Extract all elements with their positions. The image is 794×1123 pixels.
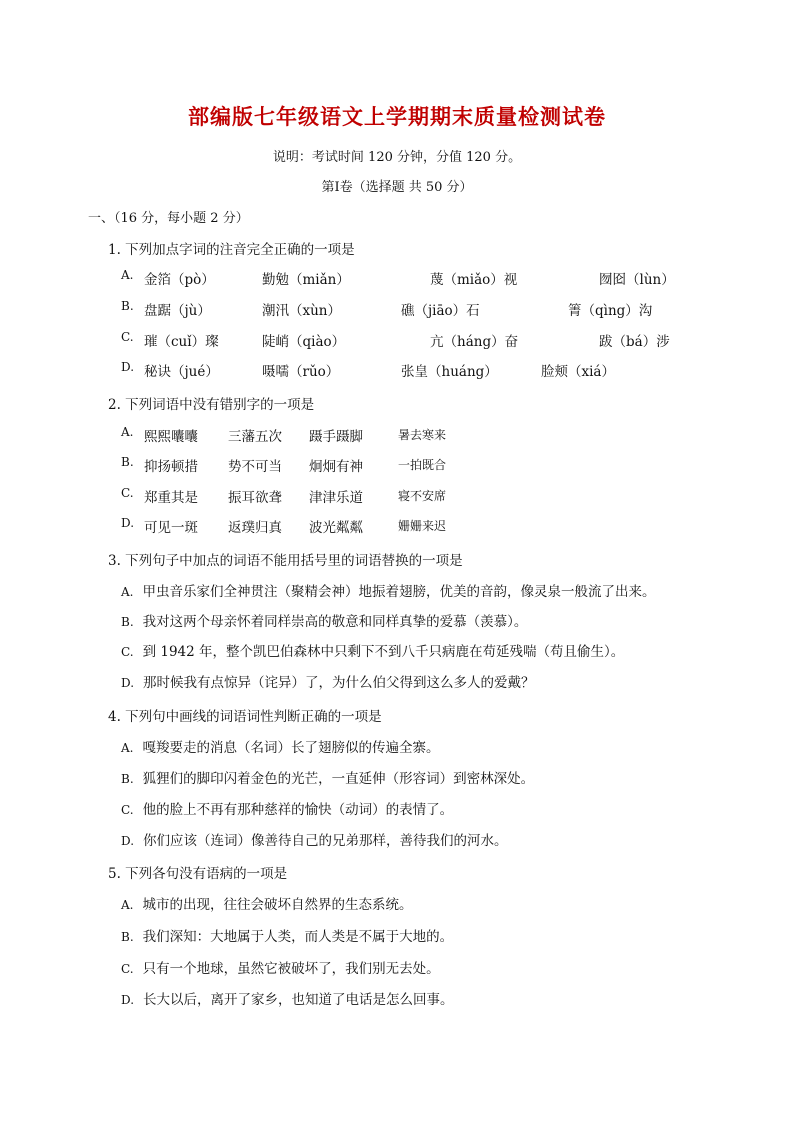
- option-term: 礁（jiāo）石: [401, 303, 480, 319]
- question-3-option-a: [121, 580, 655, 600]
- option-letter: D.: [121, 360, 135, 374]
- question-5-option-c: [121, 957, 440, 977]
- question-3-option-b: [121, 610, 527, 630]
- option-text: 长大以后，离开了家乡，也知道了电话是怎么回事。: [143, 992, 454, 1008]
- option-term: 熙熙囔囔: [144, 429, 198, 445]
- option-text: 嘎羧要走的消息（名词）长了翅膀似的传遍全寨。: [142, 740, 440, 756]
- option-letter: B.: [121, 930, 134, 944]
- option-letter: A.: [121, 425, 134, 439]
- option-term: 亢（háng）奋: [430, 334, 519, 350]
- question-4-option-c: [121, 798, 453, 818]
- option-term: 张皇（huáng）: [401, 364, 498, 380]
- question-2-option-a: [121, 425, 681, 445]
- option-text: 狐狸们的脚印闪着金色的光芒，一直延伸（形容词）到密林深处。: [142, 771, 535, 787]
- option-term: 一拍既合: [398, 458, 447, 472]
- option-term: 金箔（pò）: [144, 272, 215, 288]
- option-letter: C.: [121, 330, 134, 344]
- option-letter: C.: [121, 486, 134, 500]
- section-one-header: 一、（16 分，每小题 2 分）: [88, 211, 249, 226]
- option-term: 囫囵（lùn）: [599, 272, 675, 288]
- question-2-option-c: [121, 486, 681, 506]
- question-5-option-b: [121, 925, 453, 945]
- option-term: 可见一斑: [144, 520, 198, 536]
- question-3-option-c: [121, 640, 624, 660]
- question-1-option-d: [121, 360, 681, 380]
- option-letter: A.: [121, 585, 134, 599]
- option-text: 到 1942 年，整个凯巴伯森林中只剩下不到八千只病鹿在苟延残喘（苟且偷生）。: [142, 644, 625, 660]
- option-letter: C.: [121, 962, 134, 976]
- option-letter: B.: [121, 615, 134, 629]
- option-term: 脸颊（xiá）: [541, 364, 615, 380]
- option-letter: A.: [121, 741, 134, 755]
- question-5-option-a: [121, 893, 412, 913]
- question-5-option-d: [121, 988, 454, 1008]
- option-text: 他的脸上不再有那种慈祥的愉快（动词）的表情了。: [142, 802, 454, 818]
- exam-instructions: 说明：考试时间 120 分钟，分值 120 分。: [272, 150, 522, 165]
- volume-header: 第Ⅰ卷（选择题 共 50 分）: [321, 180, 473, 195]
- option-term: 蹑手蹑脚: [309, 429, 363, 445]
- option-term: 盘踞（jù）: [144, 303, 211, 319]
- option-letter: C.: [121, 803, 134, 817]
- option-term: 璀（cuǐ）璨: [144, 334, 219, 350]
- option-text: 我对这两个母亲怀着同样崇高的敬意和同样真挚的爱慕（羡慕）。: [142, 614, 528, 630]
- question-1-option-c: [121, 330, 681, 350]
- option-term: 蔑（miǎo）视: [430, 272, 518, 288]
- option-term: 嗫嚅（rǔo）: [262, 364, 340, 380]
- option-letter: D.: [121, 993, 135, 1007]
- option-letter: A.: [121, 898, 134, 912]
- option-term: 津津乐道: [309, 490, 363, 506]
- question-2-stem: 2. 下列词语中没有错别字的一项是: [108, 397, 315, 413]
- option-letter: B.: [121, 299, 134, 313]
- question-4-option-b: [121, 767, 534, 787]
- option-term: 暑去寒来: [398, 428, 447, 442]
- option-term: 炯炯有神: [309, 459, 363, 475]
- option-letter: A.: [121, 268, 134, 282]
- question-1-option-a: [121, 268, 681, 288]
- option-text: 你们应该（连词）像善待自己的兄弟那样，善待我们的河水。: [143, 833, 508, 849]
- option-term: 势不可当: [228, 459, 282, 475]
- option-text: 城市的出现，往往会破坏自然界的生态系统。: [142, 897, 413, 913]
- option-text: 我们深知：大地属于人类，而人类是不属于大地的。: [142, 929, 454, 945]
- option-term: 姗姗来迟: [398, 519, 447, 533]
- question-3-option-d: [121, 671, 535, 691]
- option-term: 波光粼粼: [309, 520, 363, 536]
- option-letter: D.: [121, 676, 135, 690]
- option-term: 潮汛（xùn）: [262, 303, 342, 319]
- question-3-stem: 3. 下列句子中加点的词语不能用括号里的词语替换的一项是: [108, 553, 463, 569]
- question-4-stem: 4. 下列句中画线的词语词性判断正确的一项是: [108, 709, 382, 725]
- option-letter: D.: [121, 516, 135, 530]
- option-term: 郑重其是: [144, 490, 198, 506]
- option-text: 那时候我有点惊异（诧异）了，为什么伯父得到这么多人的爱戴？: [143, 675, 535, 691]
- question-2-option-d: [121, 516, 681, 536]
- option-term: 抑扬顿措: [144, 459, 198, 475]
- question-4-option-d: [121, 829, 508, 849]
- question-2-option-b: [121, 455, 681, 475]
- question-5-stem: 5. 下列各句没有语病的一项是: [108, 866, 288, 882]
- question-1-option-b: [121, 299, 681, 319]
- option-term: 振耳欲聋: [228, 490, 282, 506]
- option-letter: C.: [121, 645, 134, 659]
- option-term: 寝不安席: [398, 489, 447, 503]
- question-1-stem: 1. 下列加点字词的注音完全正确的一项是: [108, 242, 355, 258]
- option-letter: B.: [121, 455, 134, 469]
- option-letter: D.: [121, 834, 135, 848]
- option-term: 箐（qìng）沟: [568, 303, 653, 319]
- option-text: 甲虫音乐家们全神贯注（聚精会神）地振着翅膀，优美的音韵，像灵泉一般流了出来。: [142, 584, 656, 600]
- option-letter: B.: [121, 772, 134, 786]
- option-text: 只有一个地球，虽然它被破坏了，我们别无去处。: [142, 961, 440, 977]
- option-term: 勤勉（miǎn）: [262, 272, 350, 288]
- option-term: 秘诀（jué）: [144, 364, 219, 380]
- exam-title: 部编版七年级语文上学期期末质量检测试卷: [188, 105, 606, 129]
- option-term: 陡峭（qiào）: [262, 334, 346, 350]
- option-term: 跋（bá）涉: [599, 334, 670, 350]
- option-term: 三藩五次: [228, 429, 282, 445]
- question-4-option-a: [121, 736, 439, 756]
- option-term: 返璞归真: [228, 520, 282, 536]
